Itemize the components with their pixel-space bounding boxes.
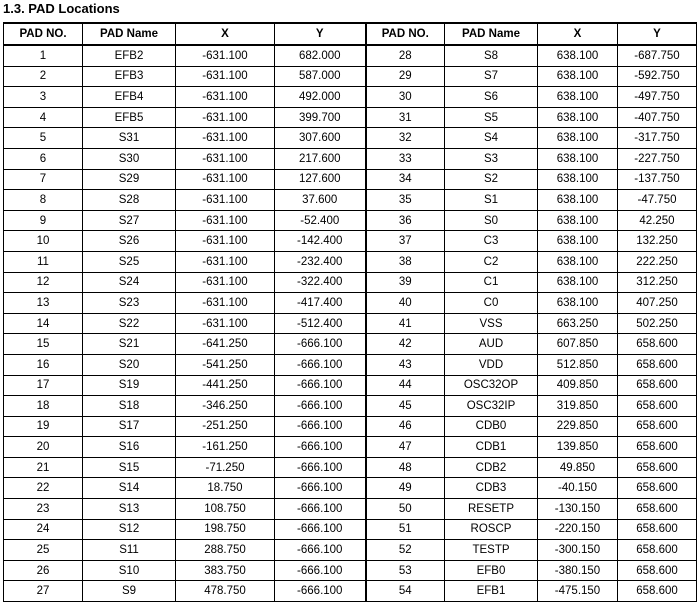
pad-no-cell: 36 bbox=[366, 210, 445, 231]
x-cell: -541.250 bbox=[176, 354, 275, 375]
table-row bbox=[4, 148, 697, 169]
pad-no-cell: 39 bbox=[366, 272, 445, 293]
pad-no-cell: 21 bbox=[4, 457, 83, 478]
y-cell: 658.600 bbox=[618, 396, 697, 417]
y-cell: 492.000 bbox=[275, 87, 366, 108]
x-cell: 638.100 bbox=[538, 231, 618, 252]
x-cell: -641.250 bbox=[176, 334, 275, 355]
x-cell: 638.100 bbox=[538, 87, 618, 108]
x-cell: -441.250 bbox=[176, 375, 275, 396]
pad-no-cell: 27 bbox=[4, 581, 83, 602]
pad-no-cell: 18 bbox=[4, 396, 83, 417]
pad-no-cell: 30 bbox=[366, 87, 445, 108]
x-cell: 198.750 bbox=[176, 519, 275, 540]
pad-name-cell: S1 bbox=[445, 190, 538, 211]
pad-no-cell: 42 bbox=[366, 334, 445, 355]
x-cell: 638.100 bbox=[538, 66, 618, 87]
y-cell: 658.600 bbox=[618, 457, 697, 478]
x-cell: 288.750 bbox=[176, 540, 275, 561]
pad-name-cell: S31 bbox=[83, 128, 176, 149]
y-cell: 658.600 bbox=[618, 519, 697, 540]
x-cell: -251.250 bbox=[176, 416, 275, 437]
x-cell: -631.100 bbox=[176, 313, 275, 334]
y-cell: 658.600 bbox=[618, 354, 697, 375]
table-row bbox=[4, 396, 697, 417]
y-cell: 658.600 bbox=[618, 416, 697, 437]
pad-no-cell: 44 bbox=[366, 375, 445, 396]
pad-name-cell: S25 bbox=[83, 251, 176, 272]
x-cell: 638.100 bbox=[538, 148, 618, 169]
pad-name-cell: ROSCP bbox=[445, 519, 538, 540]
y-cell: -666.100 bbox=[275, 519, 366, 540]
pad-no-cell: 22 bbox=[4, 478, 83, 499]
pad-no-cell: 47 bbox=[366, 437, 445, 458]
pad-no-cell: 54 bbox=[366, 581, 445, 602]
x-cell: 319.850 bbox=[538, 396, 618, 417]
pad-no-cell: 33 bbox=[366, 148, 445, 169]
x-cell: -631.100 bbox=[176, 107, 275, 128]
pad-no-cell: 38 bbox=[366, 251, 445, 272]
pad-no-cell: 35 bbox=[366, 190, 445, 211]
table-row bbox=[4, 581, 697, 602]
x-cell: 638.100 bbox=[538, 169, 618, 190]
x-cell: -631.100 bbox=[176, 272, 275, 293]
x-cell: 638.100 bbox=[538, 128, 618, 149]
pad-no-cell: 16 bbox=[4, 354, 83, 375]
y-cell: -47.750 bbox=[618, 190, 697, 211]
y-cell: -137.750 bbox=[618, 169, 697, 190]
pad-name-cell: S11 bbox=[83, 540, 176, 561]
table-row bbox=[4, 210, 697, 231]
pad-no-cell: 5 bbox=[4, 128, 83, 149]
y-cell: 658.600 bbox=[618, 560, 697, 581]
pad-name-cell: EFB1 bbox=[445, 581, 538, 602]
x-cell: 638.100 bbox=[538, 45, 618, 66]
pad-no-cell: 19 bbox=[4, 416, 83, 437]
pad-no-cell: 2 bbox=[4, 66, 83, 87]
pad-no-cell: 37 bbox=[366, 231, 445, 252]
y-cell: 587.000 bbox=[275, 66, 366, 87]
table-row bbox=[4, 293, 697, 314]
y-cell: 312.250 bbox=[618, 272, 697, 293]
pad-no-cell: 24 bbox=[4, 519, 83, 540]
pad-no-cell: 29 bbox=[366, 66, 445, 87]
pad-name-cell: S19 bbox=[83, 375, 176, 396]
y-cell: 407.250 bbox=[618, 293, 697, 314]
pad-no-cell: 3 bbox=[4, 87, 83, 108]
pad-no-cell: 31 bbox=[366, 107, 445, 128]
pad-name-cell: S29 bbox=[83, 169, 176, 190]
pad-name-cell: S30 bbox=[83, 148, 176, 169]
y-cell: -666.100 bbox=[275, 354, 366, 375]
pad-no-cell: 13 bbox=[4, 293, 83, 314]
y-cell: -417.400 bbox=[275, 293, 366, 314]
y-cell: 658.600 bbox=[618, 478, 697, 499]
pad-no-cell: 40 bbox=[366, 293, 445, 314]
pad-no-cell: 7 bbox=[4, 169, 83, 190]
table-row bbox=[4, 190, 697, 211]
y-cell: 127.600 bbox=[275, 169, 366, 190]
pad-no-cell: 26 bbox=[4, 560, 83, 581]
header-y: Y bbox=[618, 23, 697, 45]
y-cell: 307.600 bbox=[275, 128, 366, 149]
y-cell: -512.400 bbox=[275, 313, 366, 334]
table-row bbox=[4, 416, 697, 437]
table-body bbox=[4, 45, 697, 602]
y-cell: -232.400 bbox=[275, 251, 366, 272]
x-cell: 638.100 bbox=[538, 251, 618, 272]
y-cell: -666.100 bbox=[275, 375, 366, 396]
header-pad-name: PAD Name bbox=[83, 23, 176, 45]
y-cell: -666.100 bbox=[275, 478, 366, 499]
x-cell: 638.100 bbox=[538, 190, 618, 211]
y-cell: 682.000 bbox=[275, 45, 366, 66]
table-header-row bbox=[4, 23, 697, 45]
table-row bbox=[4, 519, 697, 540]
y-cell: -322.400 bbox=[275, 272, 366, 293]
pad-name-cell: S17 bbox=[83, 416, 176, 437]
pad-name-cell: OSC32OP bbox=[445, 375, 538, 396]
header-pad-no: PAD NO. bbox=[4, 23, 83, 45]
table-row bbox=[4, 540, 697, 561]
pad-no-cell: 1 bbox=[4, 45, 83, 66]
pad-name-cell: C2 bbox=[445, 251, 538, 272]
pad-name-cell: S2 bbox=[445, 169, 538, 190]
x-cell: 512.850 bbox=[538, 354, 618, 375]
pad-no-cell: 43 bbox=[366, 354, 445, 375]
y-cell: -666.100 bbox=[275, 540, 366, 561]
header-x: X bbox=[176, 23, 275, 45]
y-cell: 658.600 bbox=[618, 334, 697, 355]
header-x: X bbox=[538, 23, 618, 45]
table-row bbox=[4, 354, 697, 375]
section-title: 1.3. PAD Locations bbox=[3, 1, 120, 16]
pad-name-cell: S12 bbox=[83, 519, 176, 540]
x-cell: 478.750 bbox=[176, 581, 275, 602]
x-cell: -631.100 bbox=[176, 45, 275, 66]
x-cell: 139.850 bbox=[538, 437, 618, 458]
pad-no-cell: 25 bbox=[4, 540, 83, 561]
y-cell: -666.100 bbox=[275, 437, 366, 458]
table-row bbox=[4, 169, 697, 190]
pad-name-cell: S9 bbox=[83, 581, 176, 602]
y-cell: 658.600 bbox=[618, 499, 697, 520]
pad-no-cell: 11 bbox=[4, 251, 83, 272]
x-cell: 638.100 bbox=[538, 293, 618, 314]
pad-no-cell: 6 bbox=[4, 148, 83, 169]
pad-name-cell: EFB2 bbox=[83, 45, 176, 66]
y-cell: 132.250 bbox=[618, 231, 697, 252]
y-cell: 658.600 bbox=[618, 581, 697, 602]
x-cell: 229.850 bbox=[538, 416, 618, 437]
y-cell: 658.600 bbox=[618, 540, 697, 561]
table-row bbox=[4, 478, 697, 499]
pad-name-cell: S6 bbox=[445, 87, 538, 108]
pad-no-cell: 50 bbox=[366, 499, 445, 520]
x-cell: -631.100 bbox=[176, 293, 275, 314]
y-cell: -666.100 bbox=[275, 334, 366, 355]
pad-no-cell: 15 bbox=[4, 334, 83, 355]
x-cell: -346.250 bbox=[176, 396, 275, 417]
pad-no-cell: 49 bbox=[366, 478, 445, 499]
pad-name-cell: S0 bbox=[445, 210, 538, 231]
y-cell: -407.750 bbox=[618, 107, 697, 128]
pad-no-cell: 9 bbox=[4, 210, 83, 231]
y-cell: -666.100 bbox=[275, 396, 366, 417]
y-cell: -592.750 bbox=[618, 66, 697, 87]
pad-name-cell: C1 bbox=[445, 272, 538, 293]
y-cell: -666.100 bbox=[275, 499, 366, 520]
pad-name-cell: S4 bbox=[445, 128, 538, 149]
pad-name-cell: CDB0 bbox=[445, 416, 538, 437]
x-cell: -130.150 bbox=[538, 499, 618, 520]
y-cell: -227.750 bbox=[618, 148, 697, 169]
pad-name-cell: AUD bbox=[445, 334, 538, 355]
x-cell: -40.150 bbox=[538, 478, 618, 499]
pad-name-cell: S5 bbox=[445, 107, 538, 128]
table-row bbox=[4, 231, 697, 252]
y-cell: 37.600 bbox=[275, 190, 366, 211]
pad-no-cell: 20 bbox=[4, 437, 83, 458]
header-pad-no: PAD NO. bbox=[366, 23, 445, 45]
table-row bbox=[4, 128, 697, 149]
table-row bbox=[4, 457, 697, 478]
x-cell: -161.250 bbox=[176, 437, 275, 458]
pad-name-cell: CDB3 bbox=[445, 478, 538, 499]
header-pad-name: PAD Name bbox=[445, 23, 538, 45]
pad-name-cell: S20 bbox=[83, 354, 176, 375]
pad-no-cell: 8 bbox=[4, 190, 83, 211]
pad-no-cell: 53 bbox=[366, 560, 445, 581]
pad-no-cell: 45 bbox=[366, 396, 445, 417]
x-cell: 18.750 bbox=[176, 478, 275, 499]
pad-no-cell: 52 bbox=[366, 540, 445, 561]
y-cell: 658.600 bbox=[618, 437, 697, 458]
y-cell: 399.700 bbox=[275, 107, 366, 128]
table-row bbox=[4, 87, 697, 108]
pad-name-cell: VSS bbox=[445, 313, 538, 334]
y-cell: -497.750 bbox=[618, 87, 697, 108]
y-cell: -666.100 bbox=[275, 581, 366, 602]
pad-name-cell: S27 bbox=[83, 210, 176, 231]
x-cell: 383.750 bbox=[176, 560, 275, 581]
x-cell: 638.100 bbox=[538, 210, 618, 231]
pad-name-cell: S24 bbox=[83, 272, 176, 293]
x-cell: -631.100 bbox=[176, 148, 275, 169]
x-cell: -631.100 bbox=[176, 210, 275, 231]
pad-no-cell: 12 bbox=[4, 272, 83, 293]
table-row bbox=[4, 251, 697, 272]
y-cell: -666.100 bbox=[275, 560, 366, 581]
pad-name-cell: S8 bbox=[445, 45, 538, 66]
pad-name-cell: S22 bbox=[83, 313, 176, 334]
y-cell: -317.750 bbox=[618, 128, 697, 149]
y-cell: 217.600 bbox=[275, 148, 366, 169]
x-cell: -300.150 bbox=[538, 540, 618, 561]
table-row bbox=[4, 272, 697, 293]
x-cell: 409.850 bbox=[538, 375, 618, 396]
pad-no-cell: 48 bbox=[366, 457, 445, 478]
table-row bbox=[4, 560, 697, 581]
table-row bbox=[4, 66, 697, 87]
table-row bbox=[4, 375, 697, 396]
header-y: Y bbox=[275, 23, 366, 45]
y-cell: -687.750 bbox=[618, 45, 697, 66]
x-cell: -220.150 bbox=[538, 519, 618, 540]
x-cell: -71.250 bbox=[176, 457, 275, 478]
pad-name-cell: C0 bbox=[445, 293, 538, 314]
pad-name-cell: CDB1 bbox=[445, 437, 538, 458]
pad-name-cell: S28 bbox=[83, 190, 176, 211]
x-cell: -380.150 bbox=[538, 560, 618, 581]
pad-no-cell: 32 bbox=[366, 128, 445, 149]
x-cell: 607.850 bbox=[538, 334, 618, 355]
pad-no-cell: 28 bbox=[366, 45, 445, 66]
pad-no-cell: 4 bbox=[4, 107, 83, 128]
table-row bbox=[4, 45, 697, 66]
pad-name-cell: S15 bbox=[83, 457, 176, 478]
pad-name-cell: EFB0 bbox=[445, 560, 538, 581]
pad-name-cell: S18 bbox=[83, 396, 176, 417]
y-cell: 502.250 bbox=[618, 313, 697, 334]
x-cell: 638.100 bbox=[538, 272, 618, 293]
pad-no-cell: 10 bbox=[4, 231, 83, 252]
pad-name-cell: EFB3 bbox=[83, 66, 176, 87]
pad-no-cell: 14 bbox=[4, 313, 83, 334]
x-cell: -631.100 bbox=[176, 66, 275, 87]
x-cell: -631.100 bbox=[176, 231, 275, 252]
pad-locations-table bbox=[3, 22, 697, 602]
y-cell: 222.250 bbox=[618, 251, 697, 272]
pad-name-cell: C3 bbox=[445, 231, 538, 252]
y-cell: -666.100 bbox=[275, 416, 366, 437]
y-cell: 42.250 bbox=[618, 210, 697, 231]
pad-name-cell: S26 bbox=[83, 231, 176, 252]
x-cell: -631.100 bbox=[176, 190, 275, 211]
pad-no-cell: 17 bbox=[4, 375, 83, 396]
pad-name-cell: EFB5 bbox=[83, 107, 176, 128]
x-cell: -475.150 bbox=[538, 581, 618, 602]
pad-name-cell: S14 bbox=[83, 478, 176, 499]
pad-name-cell: S21 bbox=[83, 334, 176, 355]
pad-name-cell: S10 bbox=[83, 560, 176, 581]
table-row bbox=[4, 313, 697, 334]
pad-name-cell: OSC32IP bbox=[445, 396, 538, 417]
x-cell: -631.100 bbox=[176, 128, 275, 149]
pad-name-cell: S13 bbox=[83, 499, 176, 520]
x-cell: -631.100 bbox=[176, 251, 275, 272]
pad-no-cell: 51 bbox=[366, 519, 445, 540]
pad-name-cell: RESETP bbox=[445, 499, 538, 520]
pad-name-cell: S16 bbox=[83, 437, 176, 458]
y-cell: -52.400 bbox=[275, 210, 366, 231]
pad-name-cell: S7 bbox=[445, 66, 538, 87]
y-cell: 658.600 bbox=[618, 375, 697, 396]
x-cell: -631.100 bbox=[176, 87, 275, 108]
table-row bbox=[4, 437, 697, 458]
y-cell: -142.400 bbox=[275, 231, 366, 252]
pad-no-cell: 46 bbox=[366, 416, 445, 437]
pad-no-cell: 41 bbox=[366, 313, 445, 334]
table-row bbox=[4, 107, 697, 128]
pad-name-cell: S23 bbox=[83, 293, 176, 314]
x-cell: -631.100 bbox=[176, 169, 275, 190]
pad-no-cell: 23 bbox=[4, 499, 83, 520]
pad-name-cell: TESTP bbox=[445, 540, 538, 561]
y-cell: -666.100 bbox=[275, 457, 366, 478]
x-cell: 108.750 bbox=[176, 499, 275, 520]
x-cell: 49.850 bbox=[538, 457, 618, 478]
pad-name-cell: CDB2 bbox=[445, 457, 538, 478]
pad-no-cell: 34 bbox=[366, 169, 445, 190]
x-cell: 663.250 bbox=[538, 313, 618, 334]
x-cell: 638.100 bbox=[538, 107, 618, 128]
pad-name-cell: S3 bbox=[445, 148, 538, 169]
table-row bbox=[4, 499, 697, 520]
pad-name-cell: EFB4 bbox=[83, 87, 176, 108]
pad-name-cell: VDD bbox=[445, 354, 538, 375]
table-row bbox=[4, 334, 697, 355]
